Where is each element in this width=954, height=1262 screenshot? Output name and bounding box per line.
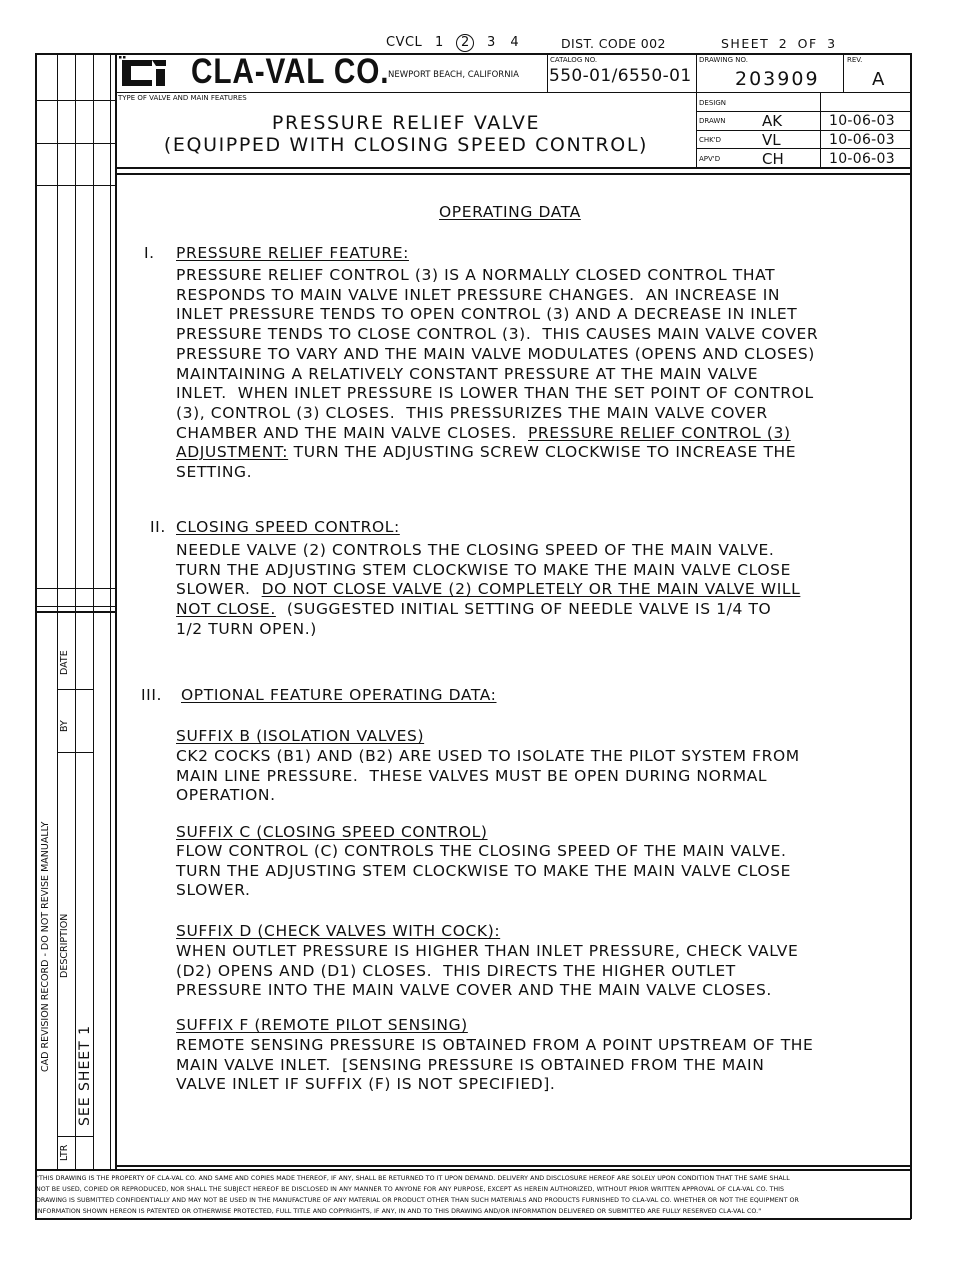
rev-row-line <box>35 611 116 613</box>
section-2-number: II. <box>150 518 166 536</box>
section-1-adjustment-text: TURN THE ADJUSTING SCREW CLOCKWISE TO INCREASE THE <box>288 443 797 462</box>
sheet-number: SHEET 2 OF 3 <box>721 36 837 51</box>
section-1-number: I. <box>144 244 155 262</box>
company-name: CLA-VAL CO. <box>191 52 390 91</box>
dist-code: DIST. CODE 002 <box>561 36 666 51</box>
section-3-title: OPTIONAL FEATURE OPERATING DATA: <box>181 686 497 704</box>
title-block-line <box>696 148 911 149</box>
rev-row-line <box>35 588 116 589</box>
legal-top-line <box>35 1169 911 1171</box>
catalog-number: 550-01/6550-01 <box>549 66 692 86</box>
apvd-date: 10-06-03 <box>829 151 895 167</box>
rev-row-line <box>35 143 116 144</box>
by-label: BY <box>59 720 70 732</box>
frame-left <box>35 53 37 1219</box>
legal-notice: "THIS DRAWING IS THE PROPERTY OF CLA-VAL CO. AND SAME AND COPIES MADE THEREOF, IF ANY, SHALL BE RETURNED TO IT UPON DEMAND. DELIVERY AND DISCLOSURE HEREOF ARE SOLELY UPON CONDITION THAT THE SAME SHALL NOT BE USED, COPIED OR REPRODUCED, NOR SHALL THE SUBJECT HEREOF BE DISCLOSED IN ANY MANNER TO ANYONE FOR ANY PURPOSE, EXCEPT AS HEREIN AUTHORIZED, WITHOUT PRIOR WRITTEN APPROVAL OF CLA-VAL CO. THIS DRAWING IS SUBMITTED CONFIDENTIALLY AND MAY NOT BE USED IN THE MANUFACTURE OF ANY MATERIAL OR PRODUCT OTHER THAN SUCH MATERIALS AND PRODUCTS FURNISHED TO CLA-VAL CO. WHETHER OR NOT THE EQUIPMENT OR INFORMATION SHOWN HEREON IS PATENTED OR OTHERWISE PROTECTED, FULL TITLE AND COPYRIGHTS, IF ANY, IN AND TO THIS DRAWING AND/OR INFORMATION DELIVERED OR SUBMITTED ARE FULLY RESERVED CLA-VAL CO." <box>36 1175 799 1215</box>
section-2-warning-a: DO NOT CLOSE VALVE (2) COMPLETELY OR THE MAIN VALVE WILL <box>261 580 801 599</box>
title-block-line <box>116 92 696 93</box>
content-frame-top <box>116 173 911 175</box>
chkd-by: VL <box>762 131 781 149</box>
section-2-text <box>176 541 800 640</box>
section-1-title: PRESSURE RELIEF FEATURE: <box>176 244 409 262</box>
drawn-date: 10-06-03 <box>829 113 895 129</box>
rev-row-line <box>35 185 116 186</box>
drawing-label: DRAWING NO. <box>699 56 748 64</box>
cad-revision-record-label: CAD REVISION RECORD - DO NOT REVISE MANUALLY <box>40 821 51 1072</box>
cvcl-option-4: 4 <box>510 35 520 50</box>
valve-title-line1: PRESSURE RELIEF VALVE <box>271 112 541 134</box>
content-frame-bottom <box>116 1165 911 1167</box>
drawn-by: AK <box>762 112 783 130</box>
chkd-label: CHK'D <box>699 136 722 144</box>
suffix-f-text: REMOTE SENSING PRESSURE IS OBTAINED FROM A POINT UPSTREAM OF THE MAIN VALVE INLET. [SENSING PRESSURE IS OBTAINED FROM THE MAIN VALVE INLET IF SUFFIX (F) IS NOT SPECIFIED]. <box>176 1036 814 1094</box>
type-of-valve-label: TYPE OF VALVE AND MAIN FEATURES <box>118 94 247 102</box>
section-1-adjustment-heading-a: PRESSURE RELIEF CONTROL (3) <box>527 423 791 442</box>
suffix-c-text: FLOW CONTROL (C) CONTROLS THE CLOSING SPEED OF THE MAIN VALVE. TURN THE ADJUSTING STEM CLOCKWISE TO MAKE THE MAIN VALVE CLOSE SLOWER. <box>176 842 791 900</box>
section-2-suggested-setting: (SUGGESTED INITIAL SETTING OF NEEDLE VALVE IS 1/4 TO <box>275 600 772 619</box>
frame-right <box>910 53 912 1219</box>
rev-row-line <box>57 1136 93 1137</box>
rev-row-line <box>35 100 116 101</box>
rev-row-line <box>57 752 93 753</box>
title-block-line <box>696 92 911 93</box>
title-block-line <box>843 53 844 93</box>
section-1-paragraph: PRESSURE RELIEF CONTROL (3) IS A NORMALLY CLOSED CONTROL THAT RESPONDS TO MAIN VALVE INLET PRESSURE CHANGES. AN INCREASE IN INLET PRESSURE TENDS TO OPEN CONTROL (3) AND A DECREASE IN INLET PRESSURE TENDS TO CLOSE CONTROL (3). THIS CAUSES MAIN VALVE COVER PRESSURE TO VARY AND THE MAIN VALVE MODULATES (OPENS AND CLOSES) MAINTAINING A RELATIVELY CONSTANT PRESSURE AT THE MAIN VALVE INLET. WHEN INLET PRESSURE IS LOWER THAN THE SET POINT OF CONTROL (3), CONTROL (3) CLOSES. THIS PRESSURIZES THE MAIN VALVE COVER CHAMBER AND THE MAIN VALVE CLOSES. <box>176 266 819 442</box>
cvcl-option-3: 3 <box>487 35 496 50</box>
title-block-bottom <box>116 167 911 169</box>
catalog-label: CATALOG NO. <box>550 56 598 64</box>
suffix-d-title: SUFFIX D (CHECK VALVES WITH COCK): <box>176 922 501 940</box>
see-sheet-note: SEE SHEET 1 <box>77 1024 93 1126</box>
ltr-label: LTR <box>59 1144 70 1161</box>
rev-row-line <box>35 606 116 607</box>
cvcl-option-1: 1 <box>434 35 444 50</box>
rev-value: A <box>872 69 885 90</box>
suffix-b-title: SUFFIX B (ISOLATION VALVES) <box>176 727 425 745</box>
apvd-label: APV'D <box>699 155 721 163</box>
description-label: DESCRIPTION <box>59 913 70 978</box>
frame-bottom <box>35 1218 911 1220</box>
apvd-by: CH <box>762 150 784 168</box>
section-1-text <box>176 266 818 483</box>
section-1-adjustment-heading-b: ADJUSTMENT: <box>176 443 289 462</box>
chkd-date: 10-06-03 <box>829 132 895 148</box>
rev-label: REV. <box>847 56 863 64</box>
section-2-end: 1/2 TURN OPEN.) <box>176 619 317 638</box>
valve-title-line2: (EQUIPPED WITH CLOSING SPEED CONTROL) <box>163 134 649 156</box>
section-2-paragraph: NEEDLE VALVE (2) CONTROLS THE CLOSING SPEED OF THE MAIN VALVE. TURN THE ADJUSTING STEM CLOCKWISE TO MAKE THE MAIN VALVE CLOSE SLOWER. <box>176 541 791 599</box>
drawing-number: 203909 <box>735 68 820 90</box>
section-2-warning-b: NOT CLOSE. <box>176 600 276 619</box>
suffix-f-title: SUFFIX F (REMOTE PILOT SENSING) <box>176 1016 468 1034</box>
title-block-line <box>820 92 821 168</box>
drawn-label: DRAWN <box>699 117 726 125</box>
title-block-line <box>696 111 911 112</box>
suffix-d-text: WHEN OUTLET PRESSURE IS HIGHER THAN INLET PRESSURE, CHECK VALVE (D2) OPENS AND (D1) CLOSES. THIS DIRECTS THE HIGHER OUTLET PRESSURE INTO THE MAIN VALVE COVER AND THE MAIN VALVE CLOSES. <box>176 942 799 1000</box>
company-location: NEWPORT BEACH, CALIFORNIA <box>388 70 519 80</box>
cvcl-selector <box>386 34 519 52</box>
cvcl-label: CVCL <box>386 35 423 50</box>
title-block-line <box>696 130 911 131</box>
section-2-title: CLOSING SPEED CONTROL: <box>176 518 400 536</box>
rev-row-line <box>57 689 93 690</box>
suffix-c-title: SUFFIX C (CLOSING SPEED CONTROL) <box>176 823 488 841</box>
title-block-line <box>547 53 548 93</box>
operating-data-heading: OPERATING DATA <box>439 203 581 221</box>
section-3-number: III. <box>141 686 163 704</box>
cvcl-option-2-selected: 2 <box>456 34 474 52</box>
date-label: DATE <box>59 650 70 675</box>
suffix-b-text: CK2 COCKS (B1) AND (B2) ARE USED TO ISOLATE THE PILOT SYSTEM FROM MAIN LINE PRESSURE. THESE VALVES MUST BE OPEN DURING NORMAL OPERATION. <box>176 747 800 805</box>
design-label: DESIGN <box>699 99 726 107</box>
section-1-adjustment-end: SETTING. <box>176 463 253 482</box>
company-logo-icon <box>118 55 182 91</box>
